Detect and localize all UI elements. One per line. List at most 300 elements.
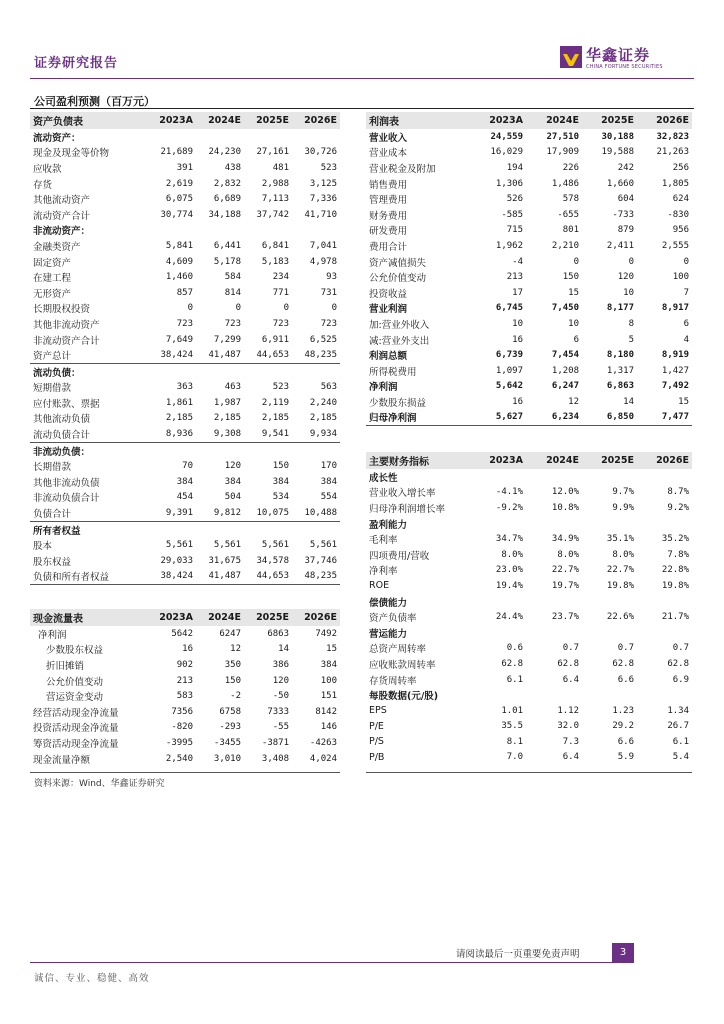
- cell-value: 21,263: [656, 147, 689, 158]
- row-label: 归母净利润: [366, 410, 470, 426]
- row-label: 盈利能力: [369, 519, 408, 531]
- cell-value: [526, 594, 582, 610]
- cell-value: 7,299: [213, 334, 241, 345]
- cell-value: 8,917: [661, 303, 689, 314]
- cell-value: 14: [278, 644, 289, 655]
- cell-value: 29.2: [612, 721, 634, 732]
- cell-value: 150: [224, 675, 241, 686]
- table-row: [30, 238, 340, 254]
- cell-value: 24,559: [490, 131, 523, 142]
- cell-value: 5,841: [165, 240, 193, 251]
- table-header-row: [366, 112, 692, 129]
- row-label: 流动负债合计: [30, 426, 146, 442]
- cell-value: 17: [512, 287, 523, 298]
- cell-value: 2,185: [309, 413, 337, 424]
- disclaimer-link[interactable]: 请阅读最后一页重要免责声明: [456, 949, 580, 960]
- cell-value: 15: [678, 396, 689, 407]
- cell-value: 5642: [171, 628, 193, 639]
- income-statement-table: [366, 112, 692, 426]
- cell-value: 17,909: [546, 147, 579, 158]
- row-label: 经营活动现金净流量: [33, 707, 119, 719]
- cell-value: 8,919: [661, 350, 689, 361]
- cell-value: 2,240: [309, 397, 337, 408]
- row-label: 少数股东权益: [46, 645, 104, 657]
- cell-value: -3455: [213, 737, 241, 748]
- cell-value: 583: [176, 691, 193, 702]
- cell-value: 7333: [267, 706, 289, 717]
- cell-value: [526, 625, 582, 641]
- cell-value: [196, 442, 244, 458]
- row-label: 折旧摊销: [46, 660, 85, 672]
- cell-value: 391: [176, 162, 193, 173]
- table-row: [366, 485, 692, 501]
- cell-value: 0.6: [506, 643, 523, 654]
- cell-value: 213: [506, 272, 523, 283]
- row-label: 投资活动现金净流量: [33, 723, 119, 735]
- cell-value: 2,210: [551, 240, 579, 251]
- row-label: 存货: [33, 179, 53, 191]
- table-row: [30, 129, 340, 145]
- cell-value: 10,075: [244, 505, 292, 521]
- cell-value: 3,010: [213, 753, 241, 764]
- cell-value: 30,726: [304, 147, 337, 158]
- cell-value: 6,525: [309, 334, 337, 345]
- cell-value: 41,487: [196, 347, 244, 363]
- row-label: P/E: [369, 720, 384, 732]
- row-label: 营运资金变动: [46, 692, 104, 704]
- table-row: [30, 688, 340, 704]
- cell-value: 9.2%: [667, 502, 689, 513]
- cell-value: 384: [272, 476, 289, 487]
- cell-value: 0: [187, 303, 193, 314]
- cell-value: [146, 129, 196, 145]
- cell-value: 34,578: [256, 555, 289, 566]
- cell-value: 5.4: [672, 752, 689, 763]
- table-title: 主要财务指标: [366, 452, 470, 469]
- row-label: 长期股权投资: [33, 304, 91, 316]
- table-row: [366, 563, 692, 579]
- table-row: [366, 594, 692, 610]
- cell-value: 6.1: [506, 674, 523, 685]
- cell-value: 12: [568, 396, 579, 407]
- cell-value: 48,235: [292, 347, 340, 363]
- row-label: 营运能力: [369, 628, 408, 640]
- cell-value: 9.7%: [612, 487, 634, 498]
- cell-value: 3,125: [309, 178, 337, 189]
- cell-value: 526: [506, 194, 523, 205]
- table-header-row: [366, 452, 692, 469]
- table-row: [366, 363, 692, 379]
- cell-value: [292, 442, 340, 458]
- cell-value: 7,492: [661, 381, 689, 392]
- row-label: 公允价值变动: [369, 273, 427, 285]
- row-label: 在建工程: [33, 273, 72, 285]
- cell-value: 19,588: [601, 147, 634, 158]
- table-row: [366, 547, 692, 563]
- table-row: [366, 379, 692, 395]
- cell-value: [196, 521, 244, 537]
- cell-value: 1,317: [606, 365, 634, 376]
- cell-value: 37,746: [304, 555, 337, 566]
- cell-value: 7356: [171, 706, 193, 717]
- table-row: [30, 720, 340, 736]
- cell-value: 771: [272, 287, 289, 298]
- footer-motto: 诚信、专业、稳健、高效: [34, 973, 150, 984]
- cell-value: -585: [501, 209, 523, 220]
- cell-value: 0: [283, 303, 289, 314]
- year-header: 2023A: [146, 112, 196, 129]
- cell-value: 48,235: [292, 569, 340, 585]
- cell-value: [637, 469, 692, 485]
- table-row: [366, 269, 692, 285]
- cell-value: 879: [617, 225, 634, 236]
- cell-value: 70: [182, 461, 193, 472]
- table-row: [30, 254, 340, 270]
- cell-value: 16,029: [490, 147, 523, 158]
- table-row: [366, 531, 692, 547]
- cell-value: 454: [176, 492, 193, 503]
- row-label: 销售费用: [369, 179, 408, 191]
- table-row: [30, 395, 340, 411]
- cell-value: [244, 129, 292, 145]
- table-row: [30, 363, 340, 379]
- row-label: 其他非流动资产: [33, 319, 100, 331]
- row-label: 净利润: [369, 382, 398, 394]
- table-row: [366, 129, 692, 145]
- cell-value: -55: [272, 722, 289, 733]
- table-row: [30, 704, 340, 720]
- cell-value: [244, 363, 292, 379]
- table-row: [366, 207, 692, 223]
- cell-value: 1,306: [495, 178, 523, 189]
- cell-value: 2,185: [165, 413, 193, 424]
- table-row: [30, 223, 340, 239]
- cell-value: 15: [326, 644, 337, 655]
- cell-value: [146, 223, 196, 239]
- cell-value: 6,689: [213, 194, 241, 205]
- cell-value: 120: [617, 272, 634, 283]
- cell-value: 151: [320, 691, 337, 702]
- cell-value: 384: [320, 659, 337, 670]
- cell-value: 7,450: [551, 303, 579, 314]
- cell-value: 956: [672, 225, 689, 236]
- year-header: 2024E: [196, 112, 244, 129]
- cell-value: 7,454: [551, 350, 579, 361]
- cell-value: 1,208: [551, 365, 579, 376]
- cell-value: [196, 363, 244, 379]
- cell-value: [526, 516, 582, 532]
- table-row: [30, 521, 340, 537]
- cell-value: -4263: [309, 737, 337, 748]
- row-label: 公允价值变动: [46, 676, 104, 688]
- row-label: 资产减值损失: [369, 257, 427, 269]
- cell-value: 523: [320, 162, 337, 173]
- row-label: 其他非流动负债: [33, 477, 100, 489]
- cell-value: 350: [224, 659, 241, 670]
- footer-divider: [30, 962, 634, 963]
- cell-value: 170: [320, 461, 337, 472]
- table-row: [366, 578, 692, 594]
- row-label: 应收款: [33, 163, 62, 175]
- cell-value: 6,863: [606, 381, 634, 392]
- table-row: [30, 347, 340, 363]
- table-row: [366, 332, 692, 348]
- cell-value: [146, 442, 196, 458]
- table-row: [366, 719, 692, 735]
- cell-value: 10: [568, 318, 579, 329]
- cell-value: 19.8%: [606, 580, 634, 591]
- cell-value: 35.5: [501, 721, 523, 732]
- cell-value: 5,183: [261, 256, 289, 267]
- cell-value: [637, 625, 692, 641]
- cell-value: 8,180: [606, 350, 634, 361]
- table-row: [366, 609, 692, 625]
- cell-value: 0.7: [672, 643, 689, 654]
- cell-value: 1.23: [612, 705, 634, 716]
- year-header: 2023A: [146, 609, 196, 626]
- cell-value: 34.9%: [551, 534, 579, 545]
- row-label: 非流动资产：: [33, 226, 91, 238]
- row-label: 偿债能力: [369, 597, 408, 609]
- table-row: [30, 332, 340, 348]
- cell-value: 37,742: [256, 209, 289, 220]
- table-row: [30, 553, 340, 569]
- cell-value: 723: [176, 318, 193, 329]
- cell-value: 44,653: [244, 347, 292, 363]
- cell-value: 23.0%: [495, 565, 523, 576]
- year-header: 2025E: [582, 112, 637, 129]
- title-divider: [30, 108, 694, 109]
- cell-value: 6,739: [495, 350, 523, 361]
- cell-value: 8,177: [606, 303, 634, 314]
- table-row: [366, 656, 692, 672]
- table-row: [30, 458, 340, 474]
- cell-value: [292, 129, 340, 145]
- row-label: 非流动资产合计: [33, 335, 100, 347]
- cell-value: 0.7: [562, 643, 579, 654]
- cell-value: 2,832: [213, 178, 241, 189]
- row-label: 每股数据(元/股): [369, 691, 439, 703]
- cell-value: 6863: [267, 628, 289, 639]
- table-row: [30, 191, 340, 207]
- cell-value: 8.0%: [612, 549, 634, 560]
- cell-value: [470, 687, 526, 703]
- cell-value: 41,710: [304, 209, 337, 220]
- row-label: 加:营业外收入: [369, 319, 430, 331]
- table-row: [30, 285, 340, 301]
- cash-flow-bottom-rule: [30, 772, 340, 773]
- cell-value: 29,033: [160, 555, 193, 566]
- cell-value: 34.7%: [495, 534, 523, 545]
- table-row: [30, 673, 340, 689]
- row-label: 费用合计: [369, 241, 408, 253]
- row-label: 金融类资产: [33, 241, 81, 253]
- row-label: 四项费用/营收: [369, 550, 430, 562]
- row-label: 毛利率: [369, 535, 398, 547]
- table-row: [366, 285, 692, 301]
- year-header: 2025E: [244, 112, 292, 129]
- cell-value: -733: [612, 209, 634, 220]
- table-row: [366, 145, 692, 161]
- cell-value: 715: [506, 225, 523, 236]
- table-row: [366, 410, 692, 426]
- row-label: 筹资活动现金净流量: [33, 738, 119, 750]
- cell-value: 6758: [219, 706, 241, 717]
- cell-value: 1,460: [165, 272, 193, 283]
- row-label: 资产负债率: [369, 613, 417, 625]
- row-label: 营业收入: [369, 132, 408, 144]
- company-logo: [560, 44, 670, 74]
- cell-value: 1,097: [495, 365, 523, 376]
- year-header: 2024E: [526, 112, 582, 129]
- cell-value: 27,161: [256, 147, 289, 158]
- cell-value: 0: [573, 256, 579, 267]
- cell-value: 6,911: [261, 334, 289, 345]
- cell-value: 7,113: [261, 194, 289, 205]
- cell-value: 6,850: [582, 410, 637, 426]
- row-label: 应收账款周转率: [369, 659, 436, 671]
- cell-value: 1,861: [165, 397, 193, 408]
- cell-value: 6.6: [617, 674, 634, 685]
- cell-value: 578: [562, 194, 579, 205]
- cell-value: 857: [176, 287, 193, 298]
- cell-value: -820: [171, 722, 193, 733]
- cell-value: 15: [568, 287, 579, 298]
- table-title: 资产负债表: [30, 112, 146, 129]
- row-label: 股东权益: [33, 556, 72, 568]
- cell-value: 723: [224, 318, 241, 329]
- cell-value: 6.6: [617, 736, 634, 747]
- cell-value: 9,812: [196, 505, 244, 521]
- table-row: [366, 734, 692, 750]
- table-row: [30, 442, 340, 458]
- cell-value: 19.7%: [551, 580, 579, 591]
- row-label: 应付账款、票据: [33, 398, 100, 410]
- cell-value: 2,988: [261, 178, 289, 189]
- cell-value: 0.7: [617, 643, 634, 654]
- cell-value: [196, 223, 244, 239]
- cell-value: 150: [562, 272, 579, 283]
- cell-value: [244, 442, 292, 458]
- year-header: 2025E: [582, 452, 637, 469]
- cell-value: -9.2%: [495, 502, 523, 513]
- year-header: 2026E: [292, 112, 340, 129]
- cell-value: [292, 223, 340, 239]
- table-row: [366, 238, 692, 254]
- table-row: [30, 537, 340, 553]
- cell-value: 5,561: [213, 540, 241, 551]
- table-title: 现金流量表: [30, 609, 146, 626]
- cell-value: 93: [326, 272, 337, 283]
- cell-value: 4,978: [309, 256, 337, 267]
- row-label: 总资产周转率: [369, 644, 427, 656]
- cell-value: 1,962: [495, 240, 523, 251]
- row-label: 其他流动负债: [33, 414, 91, 426]
- cell-value: 234: [272, 272, 289, 283]
- logo-text-cn: 华鑫证券: [586, 46, 651, 64]
- row-label: ROE: [369, 580, 390, 592]
- cell-value: 6,745: [495, 303, 523, 314]
- row-label: 流动负债：: [33, 367, 81, 379]
- cell-value: 62.8: [612, 658, 634, 669]
- cell-value: 9,541: [244, 426, 292, 442]
- cell-value: 534: [272, 492, 289, 503]
- cell-value: 8,936: [146, 426, 196, 442]
- cell-value: 0: [235, 303, 241, 314]
- cell-value: 23.7%: [551, 612, 579, 623]
- cell-value: 27,510: [546, 131, 579, 142]
- cell-value: [196, 129, 244, 145]
- table-row: [30, 301, 340, 317]
- cell-value: -4: [512, 256, 523, 267]
- cell-value: 150: [272, 461, 289, 472]
- row-label: 负债和所有者权益: [30, 569, 146, 585]
- logo-text-en: CHINA FORTUNE SECURITIES: [586, 64, 663, 70]
- cell-value: 242: [617, 162, 634, 173]
- table-row: [366, 160, 692, 176]
- cell-value: 22.6%: [606, 612, 634, 623]
- cell-value: 1.01: [501, 705, 523, 716]
- cell-value: 24,230: [208, 147, 241, 158]
- cell-value: 226: [562, 162, 579, 173]
- table-row: [366, 687, 692, 703]
- cell-value: 4,609: [165, 256, 193, 267]
- cell-value: 9,391: [146, 505, 196, 521]
- cell-value: 32.0: [557, 721, 579, 732]
- cell-value: 7492: [315, 628, 337, 639]
- cell-value: 438: [224, 162, 241, 173]
- cell-value: [470, 469, 526, 485]
- cell-value: 1,427: [661, 365, 689, 376]
- table-header-row: [30, 609, 340, 626]
- cell-value: [146, 521, 196, 537]
- cell-value: 0: [628, 256, 634, 267]
- row-label: 固定资产: [33, 257, 72, 269]
- cell-value: [582, 469, 637, 485]
- cell-value: 7: [683, 287, 689, 298]
- cell-value: -2: [230, 691, 241, 702]
- cell-value: 1,987: [213, 397, 241, 408]
- row-label: 利润总额: [369, 351, 408, 363]
- cell-value: 1,805: [661, 178, 689, 189]
- cell-value: 19.4%: [495, 580, 523, 591]
- cell-value: 16: [182, 644, 193, 655]
- cell-value: 30,774: [160, 209, 193, 220]
- cell-value: 5,642: [495, 381, 523, 392]
- cell-value: 723: [320, 318, 337, 329]
- cell-value: [637, 516, 692, 532]
- table-header-row: [30, 112, 340, 129]
- cell-value: 4,024: [309, 753, 337, 764]
- row-label: 财务费用: [369, 210, 408, 222]
- table-row: [30, 505, 340, 521]
- year-header: 2023A: [470, 112, 526, 129]
- cell-value: 12: [230, 644, 241, 655]
- cell-value: 5,561: [261, 540, 289, 551]
- cell-value: 1,486: [551, 178, 579, 189]
- cell-value: 8: [628, 318, 634, 329]
- data-source-note: 资料来源：Wind、华鑫证券研究: [34, 779, 165, 789]
- cell-value: 3,408: [261, 753, 289, 764]
- table-row: [366, 672, 692, 688]
- cell-value: [244, 223, 292, 239]
- cell-value: 6: [683, 318, 689, 329]
- cell-value: 30,188: [601, 131, 634, 142]
- cell-value: 902: [176, 659, 193, 670]
- cell-value: [470, 625, 526, 641]
- report-type-label: 证券研究报告: [34, 56, 119, 71]
- row-label: 股本: [33, 541, 53, 553]
